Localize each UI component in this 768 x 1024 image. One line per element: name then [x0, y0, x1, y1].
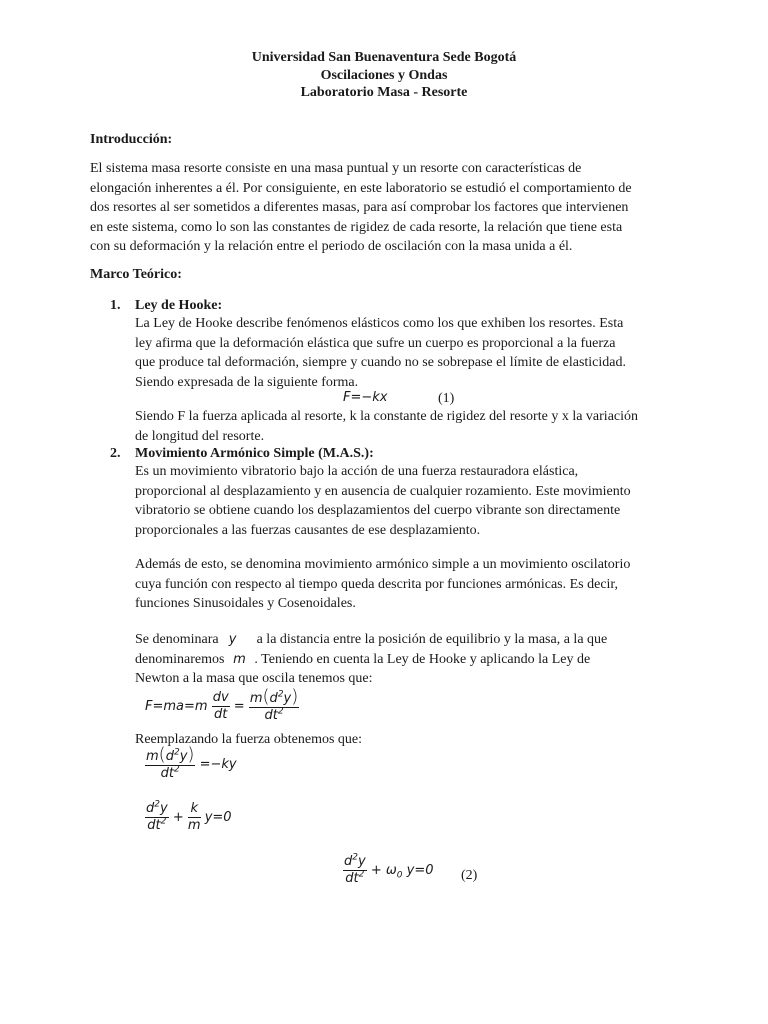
text-line: elongación inherentes a él. Por consiguiente, en este laboratorio se estudió el comportamiento de — [90, 180, 632, 196]
course-title: Oscilaciones y Ondas — [320, 68, 448, 83]
text-line: El sistema masa resorte consiste en una masa puntual y un resorte con características de — [90, 161, 582, 176]
text-line: cuya función con respecto al tiempo queda descrita por funciones armónicas. Es decir, — [135, 576, 619, 592]
equation-number-2: (2) — [461, 868, 478, 883]
item1-number: 1. — [110, 298, 121, 313]
text-line: proporcionales a las fuerzas causantes de ese desplazamiento. — [135, 522, 481, 538]
text-span: Se denominara — [135, 632, 219, 647]
lab-title: Laboratorio Masa - Resorte — [300, 85, 468, 100]
text-line: con su deformación y la relación entre el periodo de oscilación con la masa unida a él. — [90, 239, 573, 254]
text-line: ley afirma que la deformación elástica que sufre un cuerpo es proporcional a la fuerza — [135, 335, 616, 351]
text-line: Newton a la masa que oscila tenemos que: — [135, 671, 373, 686]
equation-mas: $\frac{d^2y}{dt^2}$ + $\omega_0$ y=0 — [344, 852, 434, 886]
intro-paragraph — [90, 159, 680, 257]
text-line: Siendo expresada de la siguiente forma. — [135, 374, 359, 390]
intro-heading: Introducción: — [90, 132, 173, 147]
equation-hooke: F=−kx — [343, 390, 388, 405]
text-span: denominaremos — [135, 651, 225, 667]
variable-y: y — [228, 632, 237, 647]
item1-title: Ley de Hooke: — [135, 298, 223, 313]
university-title: Universidad San Buenaventura Sede Bogotá — [251, 50, 517, 65]
text-span: . Teniendo en cuenta la Ley de Hooke y aplicando la Ley de — [254, 651, 591, 667]
text-line: dos resortes al ser sometidos a diferentes masas, para así comprobar los factores que intervienen — [90, 200, 629, 215]
item2-title: Movimiento Armónico Simple (M.A.S.): — [135, 446, 374, 461]
item2-paragraph-2 — [135, 555, 685, 614]
equation-rearranged: $\frac{d^2y}{dt^2}$ + $\frac{k}{m}$ y=0 — [146, 799, 232, 833]
text-line: Además de esto, se denomina movimiento armónico simple a un movimiento oscilatorio — [135, 557, 631, 572]
item2-paragraph-3 — [135, 630, 685, 689]
variable-m: m — [233, 651, 246, 667]
marco-heading: Marco Teórico: — [90, 267, 182, 282]
text-line: que produce tal deformación, siempre y cuando no se sobrepase el límite de elasticidad. — [135, 355, 626, 370]
equation-newton: F=ma=m $\frac{dv}{dt}$ = $\frac{m(d^2y)}{dt^2}$ — [145, 686, 299, 723]
text-line: funciones Sinusoidales y Cosenoidales. — [135, 596, 356, 611]
text-line: proporcional al desplazamiento y en ausencia de cualquier rozamiento. Este movimiento — [135, 483, 631, 499]
text-span: a la distancia entre la posición de equilibrio y la masa, a la que — [256, 632, 608, 647]
text-line: de longitud del resorte. — [135, 428, 265, 444]
text-line — [135, 650, 685, 670]
item2-paragraph-1 — [135, 462, 685, 540]
item2-number: 2. — [110, 446, 121, 461]
equation-substituted: $\frac{m(d^2y)}{dt^2}$ =−ky — [146, 744, 237, 781]
text-line: en este sistema, como lo son las constantes de rigidez de cada resorte, la relación que tiene esta — [90, 219, 623, 235]
item1-after — [135, 407, 685, 446]
text-line: Siendo F la fuerza aplicada al resorte, k la constante de rigidez del resorte y x la variación — [135, 409, 639, 424]
item1-paragraph — [135, 314, 685, 392]
text-line: vibratorio se obtiene cuando los desplazamientos del cuerpo vibrante son directamente — [135, 503, 621, 518]
text-line — [135, 630, 685, 650]
text-line: La Ley de Hooke describe fenómenos elásticos como los que exhiben los resortes. Esta — [135, 316, 624, 331]
equation-number-1: (1) — [438, 391, 455, 406]
replace-text: Reemplazando la fuerza obtenemos que: — [135, 732, 363, 747]
text-line: Es un movimiento vibratorio bajo la acción de una fuerza restauradora elástica, — [135, 464, 579, 479]
